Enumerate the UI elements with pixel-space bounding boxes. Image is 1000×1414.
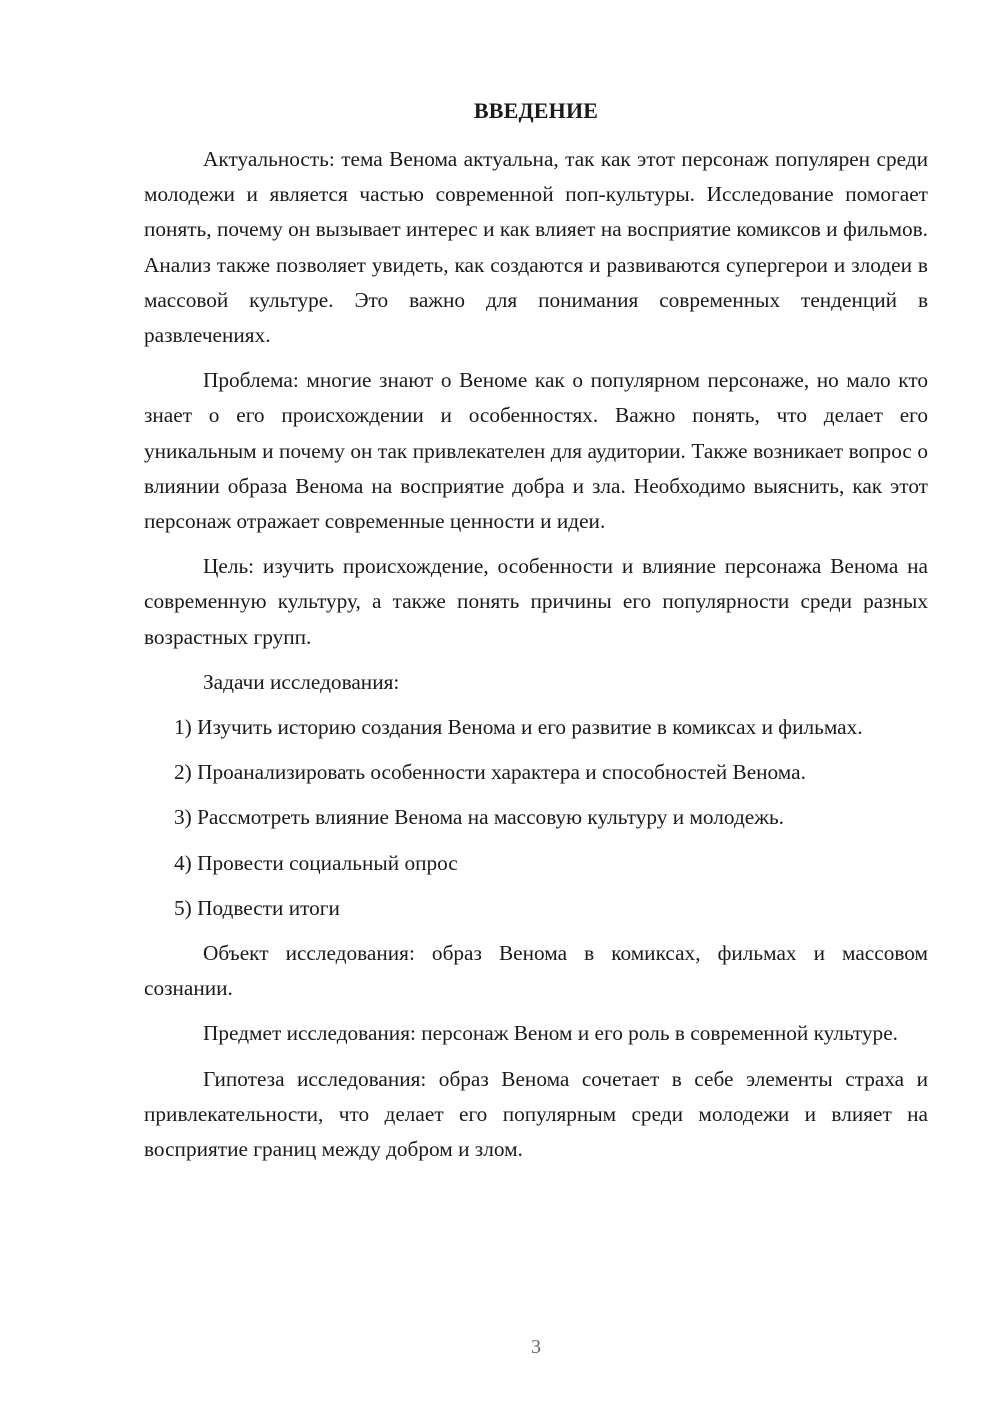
paragraph-goal: Цель: изучить происхождение, особенности и влияние персонажа Венома на современную культуру, а также понять причины его популярности среди разных возрастных групп. — [144, 554, 928, 649]
section-title: ВВЕДЕНИЕ — [473, 98, 599, 123]
paragraph-hypothesis: Гипотеза исследования: образ Венома сочетает в себе элементы страха и привлекательности, что делает его популярным среди молодежи и влияет на восприятие границ между добром и злом. — [144, 1066, 928, 1162]
page-number: 3 — [531, 1336, 541, 1358]
paragraph-problem: Проблема: многие знают о Веноме как о популярном персонаже, но мало кто знает о его происхождении и особенностях. Важно понять, что делает его уникальным и почему он так привлекателен для аудитории. Также возникает вопрос о влиянии образа Венома на восприятие добра и зла. Необходимо выяснить, как этот персонаж отражает современные ценности и идеи. — [144, 368, 928, 534]
task-item-1: 1) Изучить историю создания Венома и его развитие в комиксах и фильмах. — [174, 715, 863, 740]
paragraph-relevance: Актуальность: тема Венома актуальна, так как этот персонаж популярен среди молодежи и является частью современной поп-культуры. Исследование помогает понять, почему он вызывает интерес и как влияет на восприятие комиксов и фильмов. Анализ также позволяет увидеть, как создаются и развиваются супергерои и злодеи в массовой культуре. Это важно для понимания современных тенденций в развлечениях. — [144, 147, 928, 348]
task-item-4: 4) Провести социальный опрос — [174, 850, 458, 875]
document-body — [144, 142, 928, 1177]
paragraph-subject: Предмет исследования: персонаж Веном и его роль в современной культуре. — [203, 1021, 898, 1046]
document-page — [144, 0, 928, 1414]
paragraph-tasks-heading: Задачи исследования: — [203, 669, 400, 694]
paragraph-object: Объект исследования: образ Венома в комиксах, фильмах и массовом сознании. — [144, 941, 928, 1001]
task-item-2: 2) Проанализировать особенности характера и способностей Венома. — [174, 760, 806, 785]
task-item-3: 3) Рассмотреть влияние Венома на массовую культуру и молодежь. — [174, 805, 784, 830]
task-item-5: 5) Подвести итоги — [174, 895, 340, 920]
